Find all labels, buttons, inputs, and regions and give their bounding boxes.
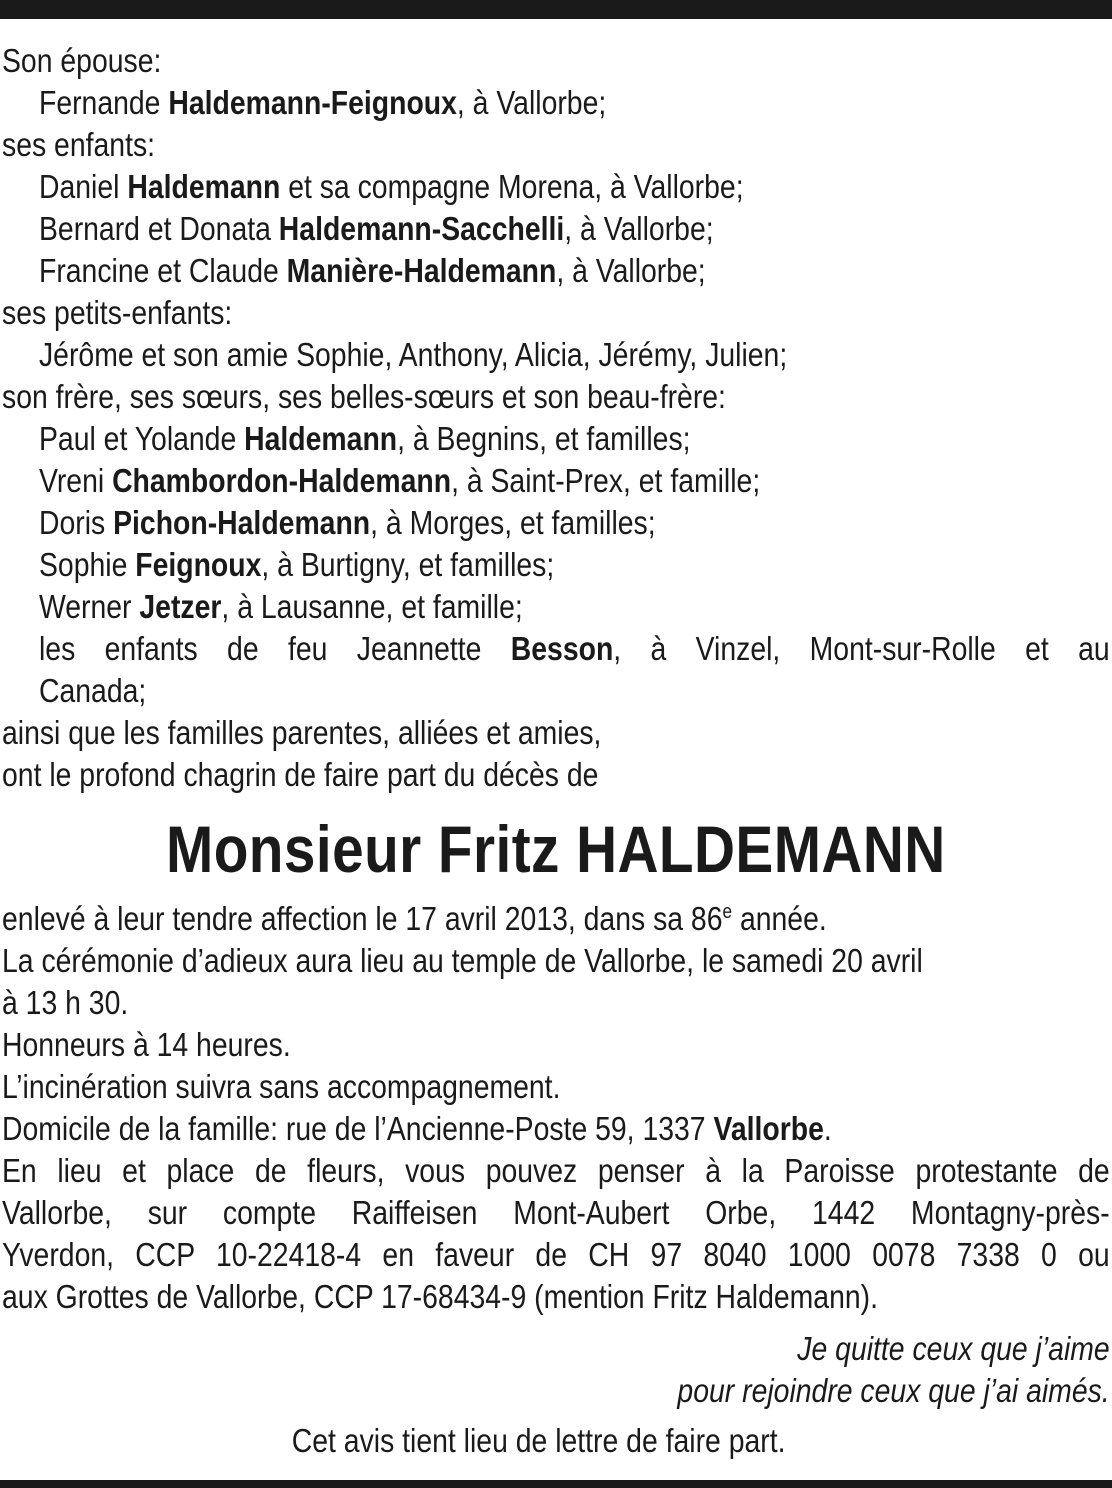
grandchildren-entry: Jérôme et son amie Sophie, Anthony, Alicia, Jérémy, Julien; [38, 336, 788, 373]
spouse-entry: Fernande Haldemann-Feignoux, à Vallorbe; [38, 84, 607, 121]
besson-entry: les enfants de feu Jeannette Besson, à Vinzel, Mont-sur-Rolle et au [38, 630, 1110, 667]
flowers-line: Vallorbe, sur compte Raiffeisen Mont-Aubert Orbe, 1442 Montagny-près- [2, 1194, 1110, 1231]
sibling-entry: Vreni Chambordon-Haldemann, à Saint-Prex, et famille; [38, 462, 761, 499]
cremation-line: L’incinération suivra sans accompagnement. [2, 1068, 561, 1105]
sibling-entry: Werner Jetzer, à Lausanne, et famille; [38, 588, 523, 625]
flowers-line: aux Grottes de Vallorbe, CCP 17-68434-9 (mention Fritz Haldemann). [2, 1278, 879, 1315]
flowers-line: Yverdon, CCP 10-22418-4 en faveur de CH 97 8040 1000 0078 7338 0 ou [2, 1236, 1110, 1273]
passing-line: enlevé à leur tendre affection le 17 avril 2013, dans sa 86e année. [2, 900, 827, 937]
child-entry: Bernard et Donata Haldemann-Sacchelli, à Vallorbe; [38, 210, 714, 247]
child-entry: Francine et Claude Manière-Haldemann, à Vallorbe; [38, 252, 706, 289]
obituary-text [2, 40, 1110, 1462]
grandchildren-label: ses petits-enfants: [2, 294, 233, 331]
top-rule [0, 0, 1112, 19]
children-label: ses enfants: [2, 126, 156, 163]
honors-line: Honneurs à 14 heures. [2, 1026, 291, 1063]
ceremony-line-1: La cérémonie d’adieux aura lieu au temple de Vallorbe, le samedi 20 avril [2, 942, 923, 979]
sibling-entry: Paul et Yolande Haldemann, à Begnins, et familles; [38, 420, 691, 457]
siblings-label: son frère, ses sœurs, ses belles-sœurs et son beau-frère: [2, 378, 726, 415]
closing-line-1: ainsi que les familles parentes, alliées et amies, [2, 714, 602, 751]
closing-line-2: ont le profond chagrin de faire part du décès de [2, 756, 599, 793]
domicile-line: Domicile de la famille: rue de l’Ancienne-Poste 59, 1337 Vallorbe. [2, 1110, 832, 1147]
sibling-entry: Sophie Feignoux, à Burtigny, et familles; [38, 546, 555, 583]
spouse-label: Son épouse: [2, 42, 162, 79]
bottom-rule [0, 1480, 1112, 1488]
child-entry: Daniel Haldemann et sa compagne Morena, à Vallorbe; [38, 168, 744, 205]
flowers-line: En lieu et place de fleurs, vous pouvez penser à la Paroisse protestante de [2, 1152, 1110, 1189]
notice-line: Cet avis tient lieu de lettre de faire part. [291, 1422, 786, 1459]
quote-line-2: pour rejoindre ceux que j’ai aimés. [677, 1372, 1110, 1409]
quote-line-1: Je quitte ceux que j’aime [797, 1330, 1110, 1367]
ceremony-line-2: à 13 h 30. [2, 984, 129, 1021]
sibling-entry: Doris Pichon-Haldemann, à Morges, et familles; [38, 504, 656, 541]
besson-entry-continued: Canada; [38, 672, 147, 709]
deceased-name: Monsieur Fritz HALDEMANN [165, 812, 946, 886]
